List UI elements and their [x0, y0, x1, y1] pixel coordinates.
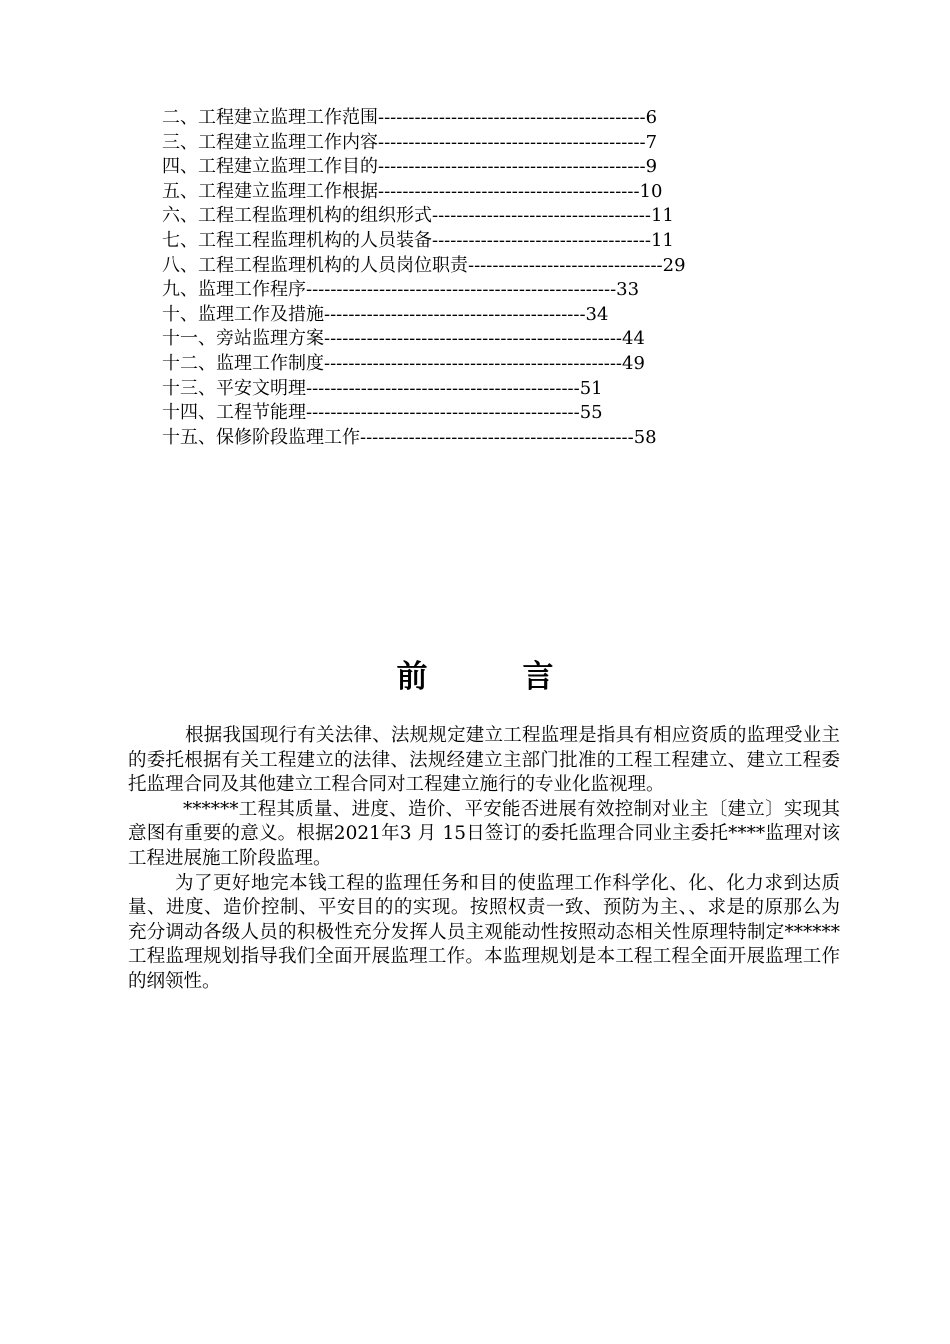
toc-entry[interactable]: 七、工程工程监理机构的人员装备------------------------------------11 [162, 229, 674, 251]
heading-char-right: 言 [522, 659, 554, 695]
table-of-contents [162, 106, 842, 450]
preface-heading [0, 652, 950, 702]
preface-paragraph: 根据我国现行有关法律、法规规定建立工程监理是指具有相应资质的监理受业主的委托根据有关工程建立的法律、法规经建立主部门批准的工程工程建立、建立工程委托监理合同及其他建立工程合同对工程建立施行的专业化监视理。 [128, 725, 840, 796]
toc-entry[interactable]: 十二、监理工作制度-------------------------------------------------49 [162, 352, 645, 374]
toc-entry[interactable]: 十四、工程节能理---------------------------------------------55 [162, 402, 603, 424]
heading-char-left: 前 [396, 659, 428, 695]
toc-entry[interactable]: 六、工程工程监理机构的组织形式------------------------------------11 [162, 205, 674, 227]
toc-entry[interactable]: 五、工程建立监理工作根据-------------------------------------------10 [162, 180, 663, 202]
toc-entry[interactable]: 九、监理工作程序---------------------------------------------------33 [162, 279, 640, 301]
toc-entry[interactable]: 十一、旁站监理方案-------------------------------------------------44 [162, 328, 645, 350]
toc-entry[interactable]: 三、工程建立监理工作内容--------------------------------------------7 [162, 131, 658, 153]
preface-paragraph: ******工程其质量、进度、造价、平安能否进展有效控制对业主〔建立〕实现其意图有重要的意义。根据2021年3 月 15日签订的委托监理合同业主委托****监理对该工程进展施工阶段监理。 [128, 798, 840, 869]
toc-entry[interactable]: 十三、平安文明理---------------------------------------------51 [162, 377, 603, 399]
toc-entry[interactable]: 八、工程工程监理机构的人员岗位职责--------------------------------29 [162, 254, 686, 276]
toc-entry[interactable]: 二、工程建立监理工作范围--------------------------------------------6 [162, 107, 658, 128]
preface-body [128, 724, 840, 995]
preface-paragraph: 为了更好地完本钱工程的监理任务和目的使监理工作科学化、化、化力求到达质量、进度、造价控制、平安目的的实现。按照权责一致、预防为主、、求是的原那么为充分调动各级人员的积极性充分发挥人员主观能动性按照动态相关性原理特制定******工程监理规划指导我们全面开展监理工作。本监理规划是本工程工程全面开展监理工作的纲领性。 [128, 872, 840, 992]
toc-entry[interactable]: 十、监理工作及措施-------------------------------------------34 [162, 303, 609, 325]
toc-entry[interactable]: 十五、保修阶段监理工作---------------------------------------------58 [162, 426, 657, 448]
toc-entry[interactable]: 四、工程建立监理工作目的--------------------------------------------9 [162, 156, 658, 178]
